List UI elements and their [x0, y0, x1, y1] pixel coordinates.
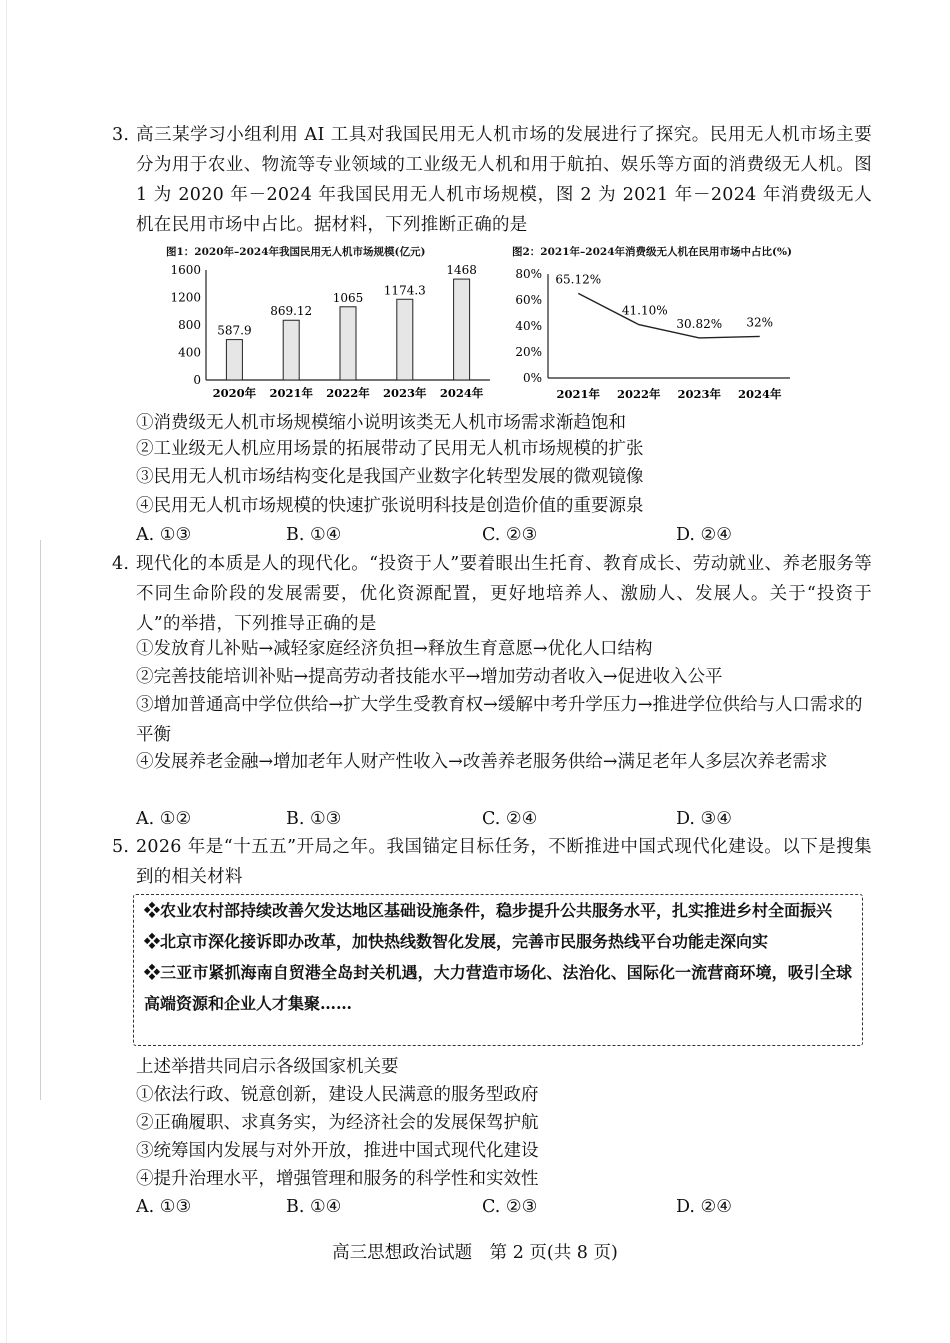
page-footer: 高三思想政治试题 第 2 页(共 8 页) [332, 1243, 618, 1263]
q5-option-d[interactable]: D. ②④ [676, 1197, 732, 1217]
y-tick-label: 0 [193, 373, 201, 387]
q4-option-b[interactable]: B. ①③ [286, 809, 342, 829]
bar [340, 307, 356, 380]
q5-statement-3: ③统筹国内发展与对外开放，推进中国式现代化建设 [136, 1141, 539, 1161]
x-tick-label: 2023年 [677, 387, 722, 401]
data-label: 1174.3 [383, 283, 426, 298]
question-4 [112, 549, 872, 639]
q5-options [136, 1192, 856, 1222]
scan-margin-line [40, 540, 41, 1100]
question-number: 5. [112, 837, 130, 857]
question-stem: 2026 年是“十五五”开局之年。我国锚定目标任务，不断推进中国式现代化建设。以下是搜集到的相关材料 [136, 837, 872, 887]
q4-option-a[interactable]: A. ①② [136, 809, 192, 829]
q3-option-d[interactable]: D. ②④ [676, 525, 732, 545]
series-line [578, 293, 760, 338]
question-number: 4. [112, 554, 130, 574]
bar [454, 279, 470, 380]
q5-statement-1: ①依法行政、锐意创新，建设人民满意的服务型政府 [136, 1085, 539, 1105]
x-tick-label: 2021年 [269, 386, 313, 400]
question-3 [112, 120, 872, 240]
y-tick-label: 20% [515, 345, 542, 359]
material-item: ❖三亚市紧抓海南自贸港全岛封关机遇，大力营造市场化、法治化、国际化一流营商环境，吸引全球高端资源和企业人才集聚…… [144, 963, 852, 1013]
x-tick-label: 2024年 [737, 387, 782, 401]
data-label: 32% [746, 315, 774, 330]
x-tick-label: 2021年 [556, 387, 601, 401]
materials-box [133, 894, 863, 1046]
q5-statement-4: ④提升治理水平，增强管理和服务的科学性和实效性 [136, 1169, 539, 1189]
q3-statement-2: ②工业级无人机应用场景的拓展带动了民用无人机市场规模的扩张 [136, 439, 644, 459]
data-label: 1065 [332, 290, 364, 305]
q5-option-a[interactable]: A. ①③ [136, 1197, 192, 1217]
q5-statement-2: ②正确履职、求真务实，为经济社会的发展保驾护航 [136, 1113, 539, 1133]
q5-option-b[interactable]: B. ①④ [286, 1197, 342, 1217]
material-item: ❖农业农村部持续改善欠发达地区基础设施条件，稳步提升公共服务水平，扎实推进乡村全面振兴 [144, 901, 833, 920]
material-item: ❖北京市深化接诉即办改革，加快热线数智化发展，完善市民服务热线平台功能走深向实 [144, 932, 769, 951]
q3-option-a[interactable]: A. ①③ [136, 525, 192, 545]
y-tick-label: 0% [522, 371, 542, 385]
x-tick-label: 2024年 [439, 386, 484, 400]
q3-statement-1: ①消费级无人机市场规模缩小说明该类无人机市场需求渐趋饱和 [136, 413, 626, 433]
x-tick-label: 2023年 [383, 386, 427, 400]
x-tick-label: 2022年 [326, 386, 370, 400]
x-tick-label: 2020年 [212, 386, 257, 400]
y-tick-label: 400 [178, 345, 201, 360]
q4-statement-3: ③增加普通高中学位供给→扩大学生受教育权→缓解中考升学压力→推进学位供给与人口需求的平衡 [136, 695, 863, 745]
data-label: 869.12 [270, 304, 313, 319]
chart2-title: 图2：2021年–2024年消费级无人机在民用市场中占比(%) [512, 246, 792, 258]
q4-statement-1: ①发放育儿补贴→减轻家庭经济负担→释放生育意愿→优化人口结构 [136, 639, 653, 659]
data-label: 1468 [446, 263, 477, 278]
q3-options [136, 520, 856, 550]
bar [283, 320, 299, 380]
question-number: 3. [112, 125, 130, 145]
y-tick-label: 1200 [170, 290, 201, 305]
question-stem: 高三某学习小组利用 AI 工具对我国民用无人机市场的发展进行了探究。民用无人机市场主要分为用于农业、物流等专业领域的工业级无人机和用于航拍、娱乐等方面的消费级无人机。图 1 为 2020 年－2024 年我国民用无人机市场规模，图 2 为 2021 年－2024 年消费级无人机在民用市场中占比。据材料，下列推断正确的是 [136, 125, 872, 235]
y-tick-label: 1600 [170, 263, 201, 277]
q5-option-c[interactable]: C. ②③ [482, 1197, 538, 1217]
q5-lead: 上述举措共同启示各级国家机关要 [136, 1057, 399, 1077]
chart1-title: 图1：2020年–2024年我国民用无人机市场规模(亿元) [166, 246, 426, 258]
chart1-bar-chart [160, 262, 500, 412]
q4-statement-4: ④发展养老金融→增加老年人财产性收入→改善养老服务供给→满足老年人多层次养老需求 [136, 752, 828, 772]
y-tick-label: 60% [515, 293, 542, 307]
q3-option-b[interactable]: B. ①④ [286, 525, 342, 545]
question-stem: 现代化的本质是人的现代化。“投资于人”要着眼出生托育、教育成长、劳动就业、养老服务等不同生命阶段的发展需要，优化资源配置，更好地培养人、激励人、发展人。关于“投资于人”的举措，下列推导正确的是 [136, 554, 872, 634]
y-tick-label: 800 [178, 318, 201, 332]
q3-statement-3: ③民用无人机市场结构变化是我国产业数字化转型发展的微观镜像 [136, 467, 644, 487]
q4-option-d[interactable]: D. ③④ [676, 809, 732, 829]
bar [397, 299, 413, 380]
q3-option-c[interactable]: C. ②③ [482, 525, 538, 545]
scan-edge [6, 0, 7, 1343]
data-label: 41.10% [621, 303, 668, 318]
data-label: 30.82% [676, 316, 723, 331]
q4-options [136, 804, 856, 834]
x-tick-label: 2022年 [616, 387, 661, 401]
data-label: 65.12% [555, 272, 602, 287]
y-tick-label: 80% [515, 267, 542, 281]
q4-statement-2: ②完善技能培训补贴→提高劳动者技能水平→增加劳动者收入→促进收入公平 [136, 667, 723, 687]
data-label: 587.9 [217, 323, 252, 338]
chart2-line-chart [506, 262, 806, 412]
bar [226, 340, 242, 380]
q4-option-c[interactable]: C. ②④ [482, 809, 538, 829]
y-tick-label: 40% [515, 319, 542, 333]
question-5 [112, 832, 872, 892]
q3-statement-4: ④民用无人机市场规模的快速扩张说明科技是创造价值的重要源泉 [136, 496, 644, 516]
